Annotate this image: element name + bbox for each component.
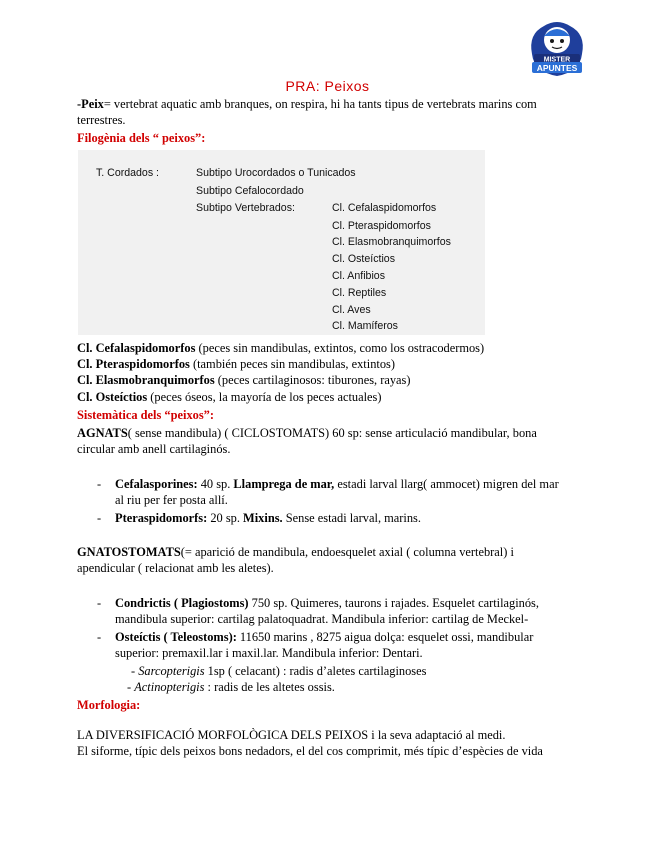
scan-subtipo: Subtipo Vertebrados:	[196, 202, 295, 214]
class-item	[77, 340, 577, 356]
item-line2: superior: premaxil.lar i maxil.lar. Mandibula inferior: Dentari.	[115, 646, 423, 661]
mister-apuntes-logo	[524, 14, 590, 80]
class-item	[77, 389, 577, 405]
agnats-term: AGNATS	[77, 426, 128, 440]
item-line1: estadi larval llarg( ammocet) migren del mar	[334, 477, 559, 491]
class-name: Cl. Pteraspidomorfos	[77, 357, 190, 372]
scan-clase: Cl. Mamíferos	[332, 320, 398, 332]
sub-dash: -	[127, 680, 135, 695]
sub-item	[127, 679, 571, 695]
heading-filogenia: Filogènia dels “ peixos”:	[77, 131, 206, 145]
sub-dash: -	[131, 664, 139, 678]
sub-term: Actinopterigis	[134, 680, 205, 695]
item-term2: Mixins.	[243, 511, 283, 525]
logo-text-mister: MISTER	[543, 56, 571, 64]
classes-list	[77, 340, 577, 405]
sub-item	[131, 663, 571, 679]
closing-line2: El siforme, típic dels peixos bons nedadors, el del cos comprimit, més típic d’espècies de vida	[77, 744, 543, 759]
list-item	[77, 595, 577, 629]
scan-clase: Cl. Elasmobranquimorfos	[332, 236, 451, 248]
item-line2: mandibula superior: cartilag palatoquadrat. Mandibula inferior: cartilag de Meckel-	[115, 612, 529, 627]
page-title: PRA: Peixos	[285, 78, 370, 94]
item-term2: Llamprega de mar,	[233, 477, 335, 491]
intro-def-line2: terrestres.	[77, 113, 126, 128]
gnatostomats-line2: apendicular ( relacionat amb les aletes).	[77, 561, 274, 576]
item-line1: Sense estadi larval, marins.	[282, 511, 421, 525]
item-line1: 750 sp. Quimeres, taurons i rajades. Esquelet cartilaginós,	[248, 596, 539, 610]
item-mid: 20 sp.	[207, 511, 244, 525]
intro-paragraph	[77, 96, 577, 128]
item-term: Pteraspidomorfs:	[115, 511, 208, 525]
class-desc: (peces óseos, la mayoría de los peces actuales)	[147, 389, 382, 404]
heading-sistematica: Sistemàtica dels “peixos”:	[77, 408, 214, 422]
bullet-dash: -	[97, 596, 102, 610]
scan-clase: Cl. Aves	[332, 304, 371, 316]
class-name: Cl. Elasmobranquimorfos	[77, 373, 215, 388]
scan-clase: Cl. Reptiles	[332, 287, 387, 299]
closing-paragraph	[77, 727, 577, 759]
bullet-dash: -	[97, 477, 102, 491]
list-item	[77, 510, 577, 527]
phylogeny-scan	[78, 150, 485, 335]
item-term: Condrictis ( Plagiostoms)	[115, 596, 249, 610]
class-desc: (peces sin mandibulas, extintos, como los ostracodermos)	[195, 341, 485, 355]
class-name: Cl. Osteíctios	[77, 389, 148, 404]
item-term: Cefalasporines:	[115, 477, 198, 491]
scan-clase: Cl. Anfibios	[332, 270, 385, 282]
sub-rest: 1sp ( celacant) : radis d’aletes cartilaginoses	[204, 664, 427, 678]
class-desc: (peces cartilaginosos: tiburones, rayas)	[214, 373, 411, 388]
list-item	[77, 476, 577, 510]
class-item	[77, 372, 577, 388]
gnatostomats-term: GNATOSTOMATS	[77, 545, 181, 559]
closing-line1: LA DIVERSIFICACIÓ MORFOLÒGICA DELS PEIXOS i la seva adaptació al medi.	[77, 728, 506, 742]
class-item	[77, 356, 577, 372]
agnats-line1: ( sense mandibula) ( CICLOSTOMATS) 60 sp: sense articulació mandibular, bona	[127, 426, 537, 440]
sub-rest: : radis de les altetes ossis.	[204, 680, 335, 695]
scan-clase: Cl. Cefalaspidomorfos	[332, 202, 437, 214]
agnats-line2: circular amb anell cartilaginós.	[77, 442, 231, 457]
sub-term: Sarcopterigis	[138, 664, 205, 678]
item-line2: al riu per fer posta allí.	[115, 493, 228, 508]
class-desc: (también peces sin mandibulas, extintos)	[189, 357, 395, 372]
intro-term: -Peix	[77, 97, 104, 111]
bullet-dash: -	[97, 511, 102, 525]
scan-subtipo: Subtipo Urocordados o Tunicados	[196, 167, 356, 179]
class-name: Cl. Cefalaspidomorfos	[77, 341, 196, 355]
scan-col1: T. Cordados :	[96, 167, 160, 179]
gnatostomats-line1: (= aparició de mandibula, endoesquelet axial ( columna vertebral) i	[180, 545, 514, 559]
bullet-dash: -	[97, 630, 102, 644]
logo-text-apuntes: APUNTES	[536, 63, 578, 73]
agnats-paragraph	[77, 425, 577, 457]
intro-def-line1: = vertebrat aquatic amb branques, on respira, hi ha tants tipus de vertebrats marins com	[103, 97, 537, 111]
item-mid: 40 sp.	[197, 477, 234, 491]
heading-morfologia: Morfologia:	[77, 698, 141, 712]
list-item	[77, 629, 577, 663]
item-term: Osteíctis ( Teleostoms):	[115, 630, 237, 644]
item-line1: 11650 marins , 8275 aigua dolça: esquelet ossi, mandibular	[236, 630, 534, 644]
gnatostomats-paragraph	[77, 544, 577, 576]
scan-subtipo: Subtipo Cefalocordado	[196, 185, 304, 197]
sub-list	[127, 663, 571, 695]
scan-clase: Cl. Osteíctios	[332, 253, 395, 265]
scan-clase: Cl. Pteraspidomorfos	[332, 220, 431, 232]
